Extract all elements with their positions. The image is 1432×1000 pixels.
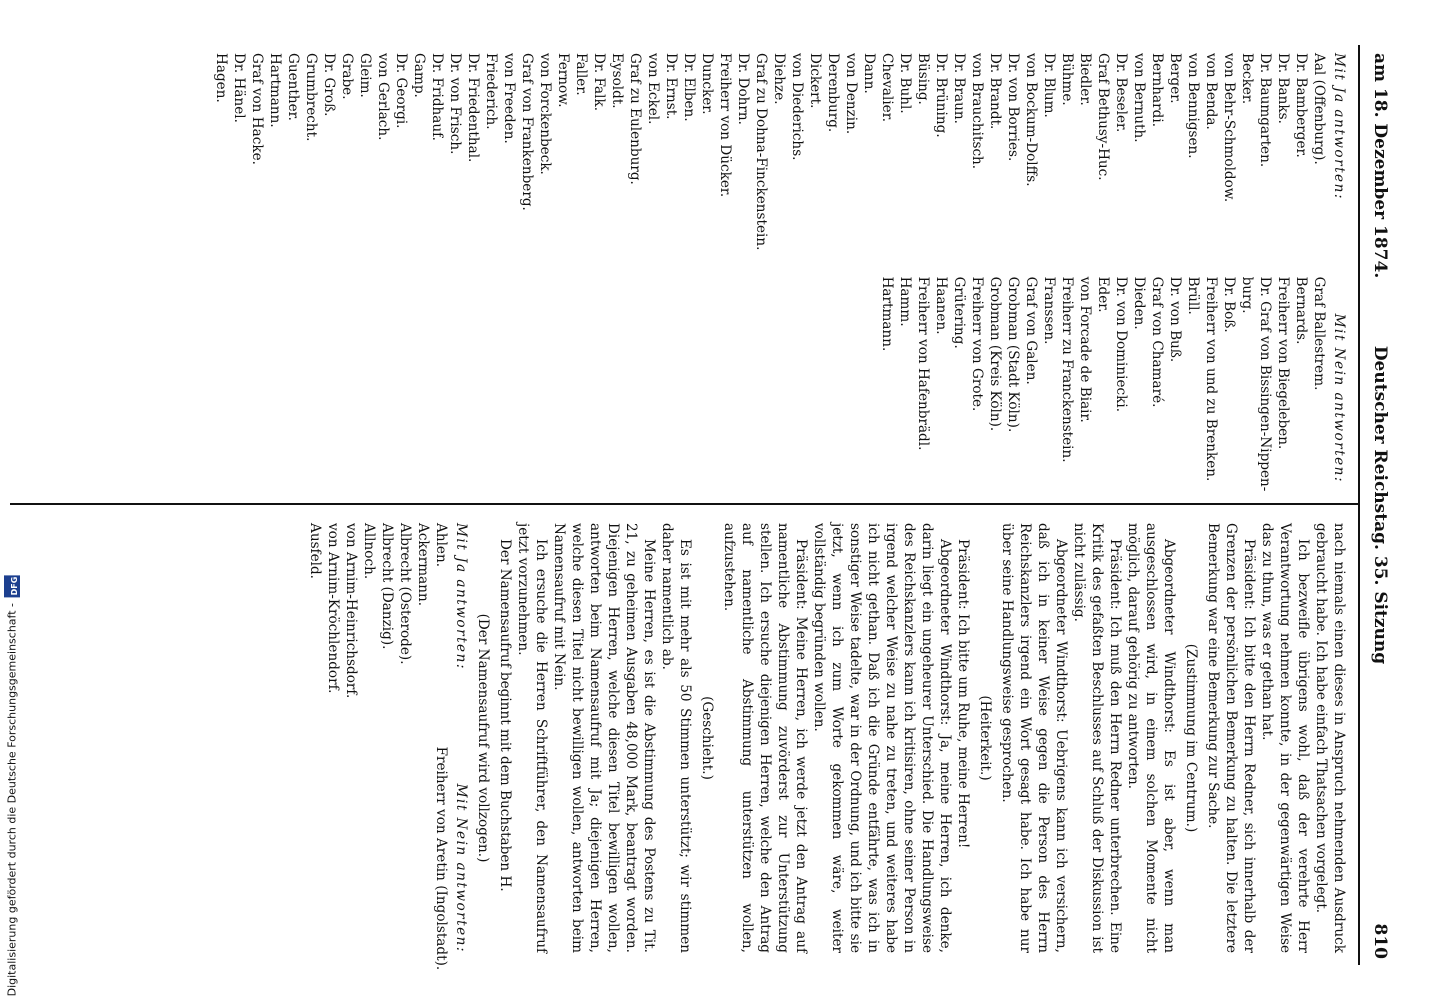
page-number: 810 — [1370, 923, 1390, 959]
ja-name-list — [212, 53, 1328, 259]
ja-name-list — [306, 523, 450, 729]
voter-name: Ausfeld. — [307, 523, 323, 579]
voter-name: Duncker. — [699, 53, 715, 115]
document-page — [0, 45, 1400, 971]
voter-name: Grütering. — [951, 276, 967, 349]
voter-name: Hamm. — [897, 276, 913, 327]
voter-name: Ahlen. — [433, 523, 449, 568]
voter-name: Dieden. — [1131, 276, 1147, 330]
paragraph: Der Namensaufruf beginnt mit dem Buchstaben H. — [497, 539, 513, 892]
voter-name: Grabe. — [339, 53, 355, 100]
paragraph: Ich bezweifle übrigens wohl, daß der verehrte Herr Verantwortung nehmen konnte, in der gegenwärtigen Weise das zu thun, was er gethan hat. — [1259, 523, 1311, 953]
vote-header-row — [1330, 53, 1348, 483]
voter-name: Dr. Baumgarten. — [1257, 53, 1273, 168]
paragraph: Präsident: Ich bitte um Ruhe, meine Herren! — [955, 539, 971, 849]
voter-name: von Diederichs. — [789, 53, 805, 161]
voter-name: Graf von Chamaré. — [1149, 276, 1165, 408]
voter-name: Bühme. — [1059, 53, 1075, 106]
voter-name: Gamp. — [411, 53, 427, 98]
paragraph: Abgeordneter Windthorst: Uebrigens kann ich versichern, daß ich in keiner Weise gegen die Person des Herrn Reichskanzlers irgend ein Wort gesagt habe. Ich habe nur über seine Handlungsweise gesprochen. — [999, 523, 1069, 953]
right-column — [306, 523, 1348, 971]
voter-name: Dr. Blum. — [1041, 53, 1057, 118]
voter-name: Freiherr von Grote. — [969, 276, 985, 412]
voter-name: Graf von Galen. — [1023, 276, 1039, 385]
voter-name: Graf zu Eulenburg. — [627, 53, 643, 185]
voter-name: Haanen. — [933, 276, 949, 335]
voter-name: Dr. Hänel. — [231, 53, 247, 123]
voter-name: Guenther. — [285, 53, 301, 122]
voter-name: Dickert. — [807, 53, 823, 109]
paragraph: Ich ersuche die Herren Schriftführer, den Namensaufruf jetzt vorzunehmen. — [515, 523, 549, 953]
interjection: (Heiterkeit.) — [977, 695, 993, 781]
page-header — [1358, 45, 1400, 965]
voter-name: Graf von Hacke. — [249, 53, 265, 165]
voter-name: Friederich. — [483, 53, 499, 130]
nein-header: Mit Nein antworten: — [1331, 313, 1347, 483]
nein-name-list — [306, 729, 450, 971]
credit-text: Digitalisierung gefördert durch die Deutsche Forschungsgemeinschaft - — [5, 602, 19, 996]
voter-name: Dr. Boß. — [1221, 276, 1237, 333]
voter-name: Albrecht (Danzig). — [379, 523, 395, 650]
voter-name: Hartmann. — [879, 276, 895, 352]
interjection: (Der Namensaufruf wird vollzogen.) — [475, 613, 491, 863]
header-session-title: Deutscher Reichstag. 35. Sitzung — [1370, 345, 1390, 665]
voter-name: Dr. Brüning. — [933, 53, 949, 138]
voter-name: Freiherr von und zu Brenken. — [1203, 276, 1219, 482]
voter-name: Dr. von Borries. — [1005, 53, 1021, 162]
voter-name: Freiherr von Hafenbrädl. — [915, 276, 931, 451]
voter-name: Grobman (Stadt Köln). — [1005, 276, 1021, 433]
interjection: (Geschieht.) — [699, 696, 715, 780]
voter-name: von Bennigsen. — [1185, 53, 1201, 159]
voter-name: Gleim. — [357, 53, 373, 98]
dfg-logo: DFG — [4, 575, 20, 597]
voter-name: Dr. Friedenthal. — [465, 53, 481, 163]
voter-name: Dr. Bamberger. — [1293, 53, 1309, 158]
voter-name: Hagen. — [213, 53, 229, 103]
voter-name: Dr. Fridhauf. — [429, 53, 445, 142]
voter-name: von Eckel. — [645, 53, 661, 125]
voter-name: Berger. — [1167, 53, 1183, 104]
paragraph: nach niemals einen dieses in Anspruch nehmenden Ausdruck gebraucht habe. Ich habe einfach Thatsachen vorgelegt. — [1313, 523, 1347, 953]
paragraph: Präsident: Ich bitte den Herrn Redner, sich innerhalb der Grenzen der persönlichen Bemerkung zu halten. Die letztere Bemerkung war eine Bemerkung zur Sache. — [1205, 523, 1257, 953]
paragraph: Abgeordneter Windthorst: Es ist aber, wenn man ausgeschlossen wird, in einem solchen Momente nicht möglich, darauf gehörig zu antworten. — [1125, 523, 1177, 953]
ja-header: Mit Ja antworten: — [453, 523, 469, 670]
voter-name: Dr. Beseler. — [1113, 53, 1129, 133]
voter-name: Graf Ballestrem. — [1311, 276, 1327, 391]
voter-name: burg. — [1239, 276, 1255, 314]
voter-name: Dr. Banks. — [1275, 53, 1291, 124]
voter-name: von Benda. — [1203, 53, 1219, 130]
voter-name: Dr. von Dominiecki. — [1113, 276, 1129, 413]
voter-name: Diehze. — [771, 53, 787, 105]
voter-name: Allnoch. — [361, 523, 377, 580]
voter-name: Fernow. — [555, 53, 571, 108]
voter-name: von Bockum-Dolffs. — [1023, 53, 1039, 187]
column-divider — [10, 503, 1360, 505]
voter-name: Eder. — [1095, 276, 1111, 313]
voter-name: von Denzin. — [843, 53, 859, 135]
paragraph: Abgeordneter Windthorst: Ja, meine Herren, ich denke, darin liegt ein ungeheurer Unterschied. Die Handlungsweise des Reichskanzlers kann ich kritisiren, ohne seiner Person in irgend welcher Weise zu nahe zu treten, und weiteres habe ich nicht gethan. Daß ich die Gründe entfährte, was ich in sonstiger Weise tadelte, war in der Ordnung, und ich bitte sie jetzt, wenn ich zum Worte gekommen wäre, weiter vollständig begründen wollen. — [811, 523, 953, 953]
voter-name: Brüll. — [1185, 276, 1201, 315]
voter-name: Albrecht (Osterode). — [397, 523, 413, 665]
voter-name: Dr. Graf von Bissingen-Nippen- — [1257, 276, 1273, 492]
voter-name: Hartmann. — [267, 53, 283, 128]
paragraph: Präsident: Ich muß den Herrn Redner unterbrechen. Eine Kritik des gefaßten Beschlusses auf Schluß der Diskussion ist nicht zulässig. — [1071, 523, 1123, 953]
voter-name: von Forcade de Biair. — [1077, 276, 1093, 423]
voter-name: Dr. Falk. — [591, 53, 607, 112]
voter-name: Dr. Buhl. — [897, 53, 913, 114]
voter-name: Franssen. — [1041, 276, 1057, 345]
voter-name: Graf Bethusy-Huc. — [1095, 53, 1111, 181]
voter-name: von Arnim-Kröchlendorf. — [325, 523, 341, 694]
voter-name: Dr. Brandt. — [987, 53, 1003, 130]
voter-name: Bernards. — [1293, 276, 1309, 345]
voter-name: von Bernuth. — [1131, 53, 1147, 143]
voter-name: Dr. Ernst. — [663, 53, 679, 120]
digitization-credit — [4, 575, 20, 996]
voter-name: von Gerlach. — [375, 53, 391, 141]
voter-name: Graf zu Dohna-Finckenstein. — [753, 53, 769, 251]
voter-name: Ackermann. — [415, 523, 431, 607]
voter-name: Dr. von Buß. — [1167, 276, 1183, 363]
voter-name: Dr. Braun. — [951, 53, 967, 124]
voter-name: Dr. Dohrn. — [735, 53, 751, 125]
voter-name: Freiherr von Biegeleben. — [1275, 276, 1291, 450]
voter-name: Dann. — [861, 53, 877, 94]
voter-name: Bernhardi. — [1149, 53, 1165, 128]
paragraph: Präsident: Meine Herren, ich werde jetzt den Antrag auf namentliche Abstimmung zuvörderst zur Unterstützung stellen. Ich ersuche diejenigen Herren, welche den Antrag auf namentliche Abstimmung unterstützen wollen, aufzustehen. — [721, 523, 809, 953]
voter-name: Becker. — [1239, 53, 1255, 105]
voter-name: Faller. — [573, 53, 589, 96]
voter-name: Graf von Frankenberg. — [519, 53, 535, 211]
voter-name: von Arnim-Heinrichsdorf. — [343, 523, 359, 699]
voter-name: Freiherr von Aretin (Ingolstadt). — [433, 746, 449, 971]
nein-header: Mit Nein antworten: — [453, 783, 469, 953]
voter-name: Büsing. — [915, 53, 931, 105]
ja-header: Mit Ja antworten: — [1331, 53, 1347, 200]
vote-name-lists — [306, 523, 450, 971]
voter-name: von Freeden. — [501, 53, 517, 144]
voter-name: Dr. Elben. — [681, 53, 697, 122]
voter-name: von Behr-Schmoldow. — [1221, 53, 1237, 203]
paragraph: Es ist mit mehr als 50 Stimmen unterstützt; wir stimmen daher namentlich ab. — [659, 523, 693, 953]
header-date: am 18. Dezember 1874. — [1370, 53, 1390, 279]
voter-name: Dr. Georgi. — [393, 53, 409, 129]
voter-name: Grumbrecht. — [303, 53, 319, 142]
voter-name: von Brauchitsch. — [969, 53, 985, 170]
paragraph: Meine Herren, es ist die Abstimmung des Postens zu Tit. 21, zu geheimen Ausgaben 48,000 Mark, beantragt worden. Diejenigen Herren, welche diesen Titel bewilligen wollen, antworten beim Namensaufruf mit Ja; diejenigen Herren, welche diesen Titel nicht bewilligen wollen, antworten beim Namensaufruf mit Nein. — [551, 523, 657, 953]
voter-name: Freiherr von Dücker. — [717, 53, 733, 198]
voter-name: Grobman (Kreis Köln). — [987, 276, 1003, 432]
vote-header-row — [452, 523, 470, 953]
left-column — [212, 53, 1348, 492]
voter-name: Aal (Offenburg). — [1311, 53, 1327, 165]
voter-name: Derenburg. — [825, 53, 841, 133]
voter-name: Freiherr zu Franckenstein. — [1059, 276, 1075, 463]
voter-name: Eysoldt. — [609, 53, 625, 109]
vote-name-lists — [212, 53, 1328, 492]
interjection: (Zustimmung im Centrum.) — [1183, 643, 1199, 833]
voter-name: von Forckenbeck. — [537, 53, 553, 175]
voter-name: Chevalier. — [879, 53, 895, 123]
voter-name: Dr. von Frisch. — [447, 53, 463, 155]
nein-name-list — [212, 259, 1328, 492]
voter-name: Biedler. — [1077, 53, 1093, 106]
voter-name: Dr. Groß. — [321, 53, 337, 117]
